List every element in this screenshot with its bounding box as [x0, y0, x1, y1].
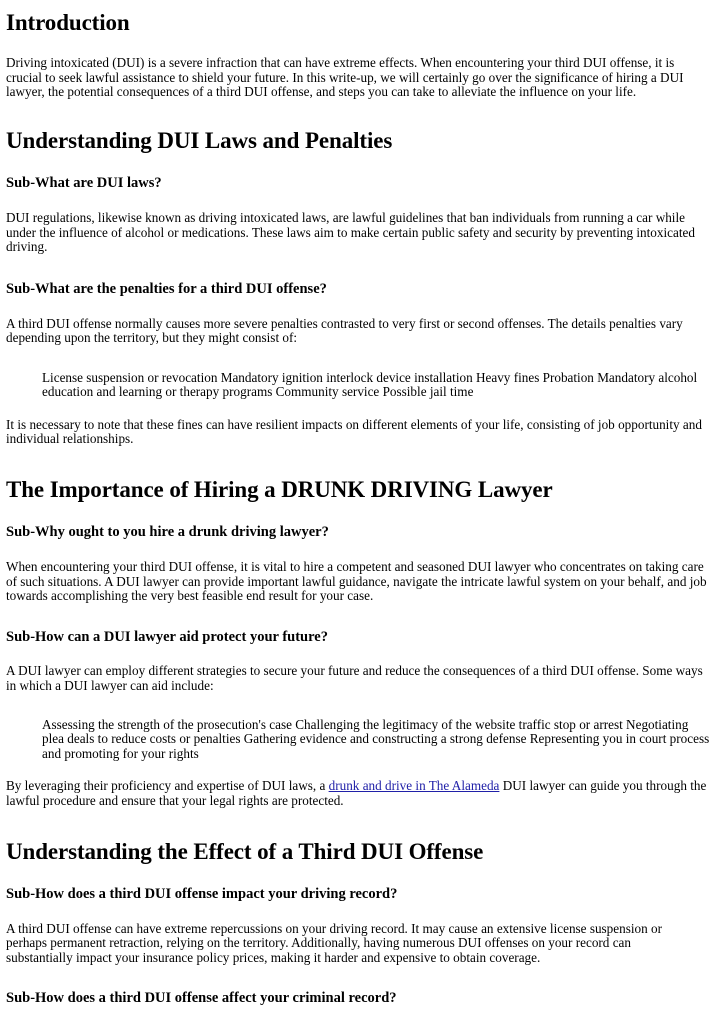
- spacer: [6, 903, 714, 922]
- section-heading-dui-laws-penalties: Understanding DUI Laws and Penalties: [6, 128, 393, 154]
- spacer: [6, 35, 714, 56]
- spacer: [6, 864, 714, 886]
- spacer: [6, 541, 714, 560]
- spacer: [6, 153, 714, 175]
- section-heading-effect-third-offense: Understanding the Effect of a Third DUI Offense: [6, 838, 484, 864]
- spacer: [6, 400, 714, 418]
- subheading-affect-criminal-record: Sub-How does a third DUI offense affect your criminal record?: [6, 990, 397, 1007]
- spacer: [6, 346, 714, 371]
- section-heading-introduction: Introduction: [6, 10, 130, 35]
- paragraph-how-lawyer-protects-future: A DUI lawyer can employ different strategies to secure your future and reduce the consequences of a third DUI offense. Some ways in which a DUI lawyer can aid include:: [6, 663, 703, 694]
- penalties-list: License suspension or revocation Mandatory ignition interlock device installation Heavy fines Probation Mandatory alcohol education and learning or therapy programs Community service Possible jail time: [42, 369, 698, 400]
- paragraph-penalties-third-offense: A third DUI offense normally causes more severe penalties contrasted to very first or second offenses. The details penalties vary depending upon the territory, but they might consist of:: [6, 315, 683, 346]
- spacer: [6, 965, 714, 990]
- paragraph-text-after-link: DUI lawyer can guide you through the lawful procedure and ensure that your legal rights are protected.: [6, 778, 707, 809]
- paragraph-fines-impact: It is necessary to note that these fines can have resilient impacts on different elements of your life, consisting of job opportunity and individual relationships.: [6, 416, 702, 447]
- paragraph-what-are-dui-laws: DUI regulations, likewise known as driving intoxicated laws, are lawful guidelines that ban individuals from running a car while under the influence of alcohol or medications. These laws aim to make certain public safety and security by preventing intoxicated driving.: [6, 210, 695, 255]
- drunk-and-drive-alameda-link[interactable]: drunk and drive in The Alameda: [328, 778, 500, 794]
- paragraph-text-before-link: By leveraging their proficiency and expertise of DUI laws, a: [6, 778, 329, 794]
- subheading-why-hire-lawyer: Sub-Why ought to you hire a drunk driving lawyer?: [6, 524, 329, 541]
- spacer: [6, 298, 714, 317]
- subheading-how-lawyer-protects-future: Sub-How can a DUI lawyer aid protect your future?: [6, 628, 328, 645]
- subheading-penalties-third-offense: Sub-What are the penalties for a third DUI offense?: [6, 280, 327, 297]
- spacer: [6, 255, 714, 281]
- spacer: [6, 502, 714, 524]
- subheading-impact-driving-record: Sub-How does a third DUI offense impact your driving record?: [6, 885, 398, 902]
- paragraph-why-hire-lawyer: When encountering your third DUI offense, it is vital to hire a competent and seasoned DUI lawyer who concentrates on taking care of such situations. A DUI lawyer can provide important lawful guidance, navigate the intricate lawful system on your behalf, and job towards accomplishing the very best feasible end result for your case.: [6, 559, 707, 604]
- spacer: [6, 645, 714, 664]
- strategies-list: Assessing the strength of the prosecution's case Challenging the legitimacy of the website traffic stop or arrest Negotiating plea deals to reduce costs or penalties Gathering evidence and constructing a strong defense Representing you in court process and promoting for your rights: [42, 716, 710, 761]
- spacer: [6, 604, 714, 629]
- spacer: [6, 192, 714, 211]
- section-heading-importance-hiring-lawyer: The Importance of Hiring a DRUNK DRIVING Lawyer: [6, 477, 553, 503]
- paragraph-leveraging-expertise: [6, 779, 712, 808]
- spacer: [6, 761, 714, 779]
- spacer: [6, 694, 714, 718]
- spacer: [6, 447, 714, 473]
- paragraph-impact-driving-record: A third DUI offense can have extreme repercussions on your driving record. It may cause an extensive license suspension or perhaps permanent retraction, relying on the territory. Additionally, having numerous DUI offenses on your record can substantially impact your insurance policy prices, making it harder and expensive to obtain coverage.: [6, 920, 662, 965]
- spacer: [6, 100, 714, 124]
- paragraph-introduction: Driving intoxicated (DUI) is a severe infraction that can have extreme effects. When encountering your third DUI offense, it is crucial to seek lawful assistance to shield your future. In this write-up, we will certainly go over the significance of hiring a DUI lawyer, the potential consequences of a third DUI offense, and steps you can take to alleviate the influence on your life.: [6, 55, 684, 100]
- subheading-what-are-dui-laws: Sub-What are DUI laws?: [6, 175, 162, 192]
- spacer: [6, 809, 714, 835]
